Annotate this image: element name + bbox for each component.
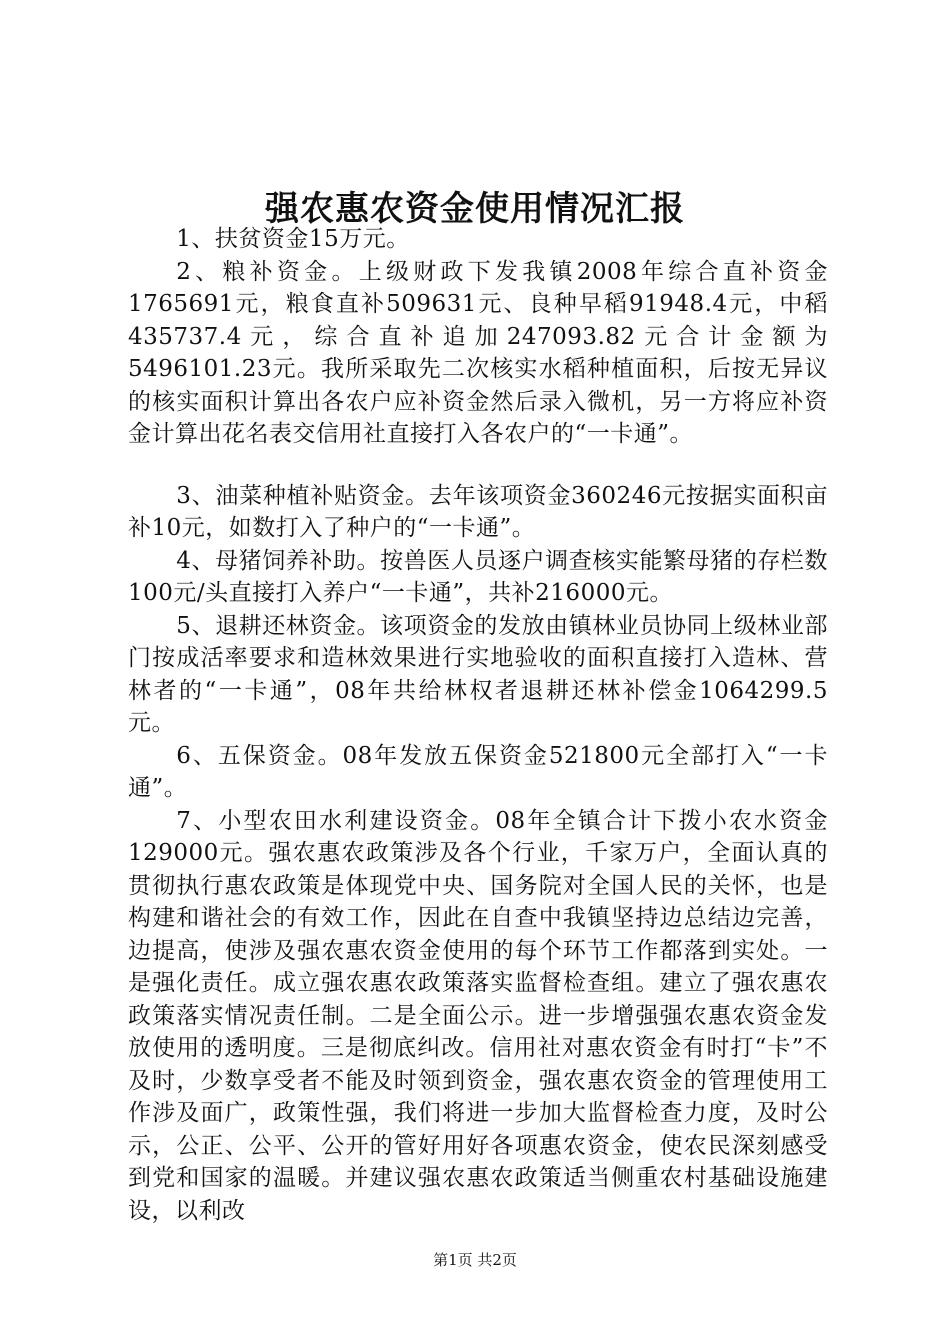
- paragraph-4: 4、母猪饲养补助。按兽医人员逐户调查核实能繁母猪的存栏数100元/头直接打入养户“一卡通”，共补216000元。: [128, 547, 828, 606]
- paragraph-7: 7、小型农田水利建设资金。08年全镇合计下拨小农水资金129000元。强农惠农政策涉及各个行业，千家万户，全面认真的贯彻执行惠农政策是体现党中央、国务院对全国人民的关怀，也是构建和谐社会的有效工作，因此在自查中我镇坚持边总结边完善，边提高，使涉及强农惠农资金使用的每个环节工作都落到实处。一是强化责任。成立强农惠农政策落实监督检查组。建立了强农惠农政策落实情况责任制。二是全面公示。进一步增强强农惠农资金发放使用的透明度。三是彻底纠改。信用社对惠农资金有时打“卡”不及时，少数享受者不能及时领到资金，强农惠农资金的管理使用工作涉及面广，政策性强，我们将进一步加大监督检查力度，及时公示，公正、公平、公开的管好用好各项惠农资金，使农民深刻感受到党和国家的温暖。并建议强农惠农政策适当侧重农村基础设施建设，以利改: [128, 807, 828, 1224]
- paragraph-6: 6、五保资金。08年发放五保资金521800元全部打入“一卡通”。: [128, 742, 828, 801]
- paragraph-3: 3、油菜种植补贴资金。去年该项资金360246元按据实面积亩补10元，如数打入了种户的“一卡通”。: [128, 482, 828, 541]
- document-body: [128, 223, 828, 1227]
- document-title: 强农惠农资金使用情况汇报: [265, 189, 685, 229]
- page-number-footer: 第1页 共2页: [433, 1251, 517, 1269]
- paragraph-5: 5、退耕还林资金。该项资金的发放由镇林业员协同上级林业部门按成活率要求和造林效果进行实地验收的面积直接打入造林、营林者的“一卡通”，08年共给林权者退耕还林补偿金1064299.5元。: [128, 612, 828, 736]
- paragraph-2: 2、粮补资金。上级财政下发我镇2008年综合直补资金1765691元，粮食直补509631元、良种早稻91948.4元，中稻435737.4元，综合直补追加247093.82元合计金额为5496101.23元。我所采取先二次核实水稻种植面积，后按无异议的核实面积计算出各农户应补资金然后录入微机，另一方将应补资金计算出花名表交信用社直接打入各农户的“一卡通”。: [128, 258, 828, 447]
- paragraph-1: 1、扶贫资金15万元。: [176, 226, 410, 252]
